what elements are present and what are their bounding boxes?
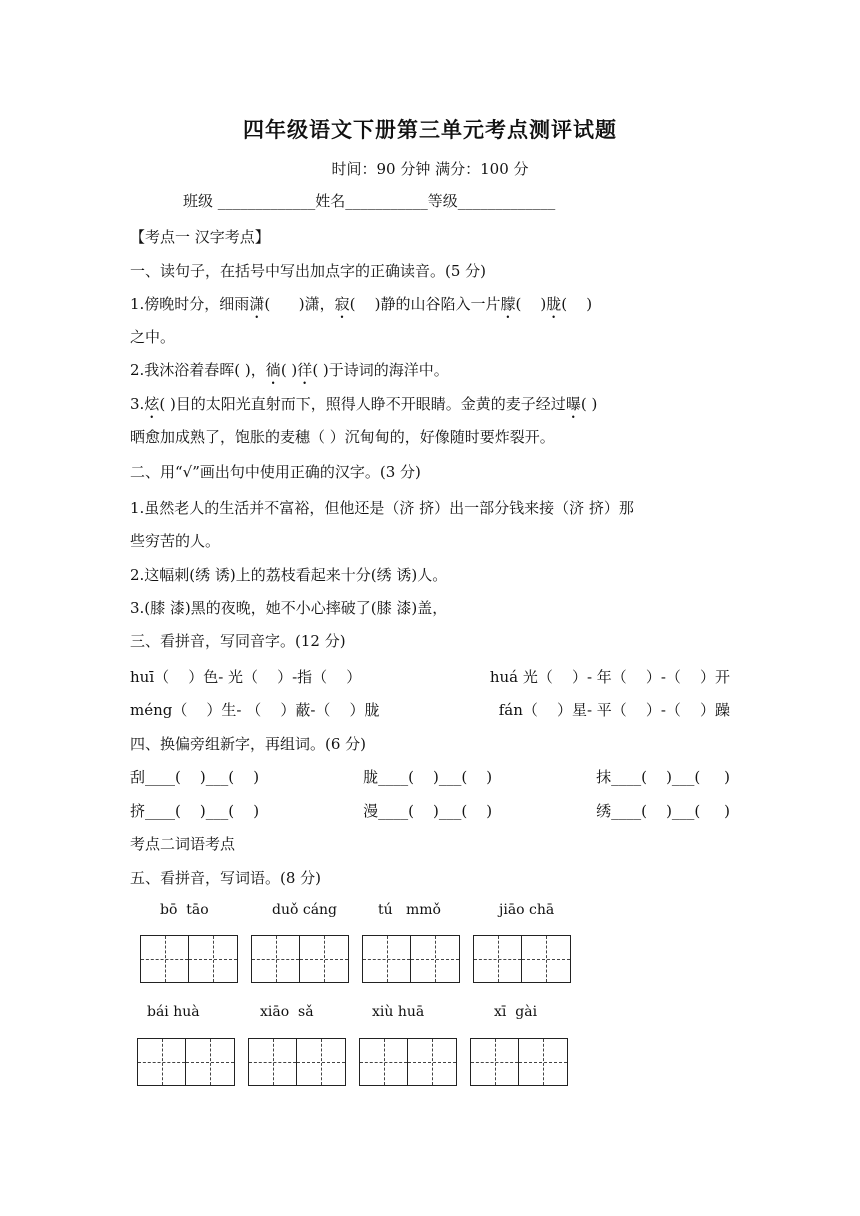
question-3-row-2 bbox=[130, 699, 730, 720]
question-3-row-1 bbox=[130, 666, 730, 687]
question-4-row-1 bbox=[130, 766, 730, 787]
question-4-group: 绣____( )___( ) bbox=[596, 802, 730, 820]
question-4-group: 抹____( )___( ) bbox=[596, 768, 730, 786]
section-heading-2: 考点二词语考点 bbox=[130, 835, 236, 853]
question-4-group: 刮____( )___( ) bbox=[130, 768, 260, 786]
section-heading-1: 【考点一 汉字考点】 bbox=[130, 228, 270, 246]
question-3-heading: 三、看拼音，写同音字。(12 分) bbox=[130, 632, 346, 650]
question-2-item-1-cont: 些穷苦的人。 bbox=[130, 532, 221, 550]
writing-cell[interactable] bbox=[411, 935, 460, 983]
writing-cell[interactable] bbox=[137, 1038, 186, 1086]
writing-cell[interactable] bbox=[251, 935, 300, 983]
writing-cell[interactable] bbox=[362, 935, 411, 983]
question-2-item-2: 2.这幅刺(绣 诱)上的荔枝看起来十分(绣 诱)人。 bbox=[130, 566, 448, 584]
pinyin-label: xī gài bbox=[494, 1004, 538, 1020]
pinyin-label: tú mmǒ bbox=[378, 902, 441, 918]
writing-cell[interactable] bbox=[248, 1038, 297, 1086]
question-4-group: 漫____( )___( ) bbox=[363, 802, 493, 820]
pinyin-label: xiù huā bbox=[372, 1004, 425, 1020]
pinyin-label: bái huà bbox=[147, 1004, 200, 1020]
writing-cell[interactable] bbox=[359, 1038, 408, 1086]
question-4-group: 挤____( )___( ) bbox=[130, 802, 260, 820]
writing-grid[interactable] bbox=[137, 1038, 235, 1086]
question-4-heading: 四、换偏旁组新字，再组词。(6 分) bbox=[130, 735, 367, 753]
question-3-group: huī（ ）色- 光（ ）-指（ ） bbox=[130, 668, 362, 686]
pinyin-label: jiāo chā bbox=[499, 902, 555, 918]
question-3-group: méng（ ）生- （ ）蔽-（ ）胧 bbox=[130, 701, 380, 719]
writing-cell[interactable] bbox=[300, 935, 349, 983]
pinyin-label: xiāo sǎ bbox=[260, 1004, 314, 1020]
writing-cell[interactable] bbox=[522, 935, 571, 983]
writing-grid[interactable] bbox=[362, 935, 460, 983]
question-1-item-3-cont: 晒愈加成熟了，饱胀的麦穗（ ）沉甸甸的，好像随时要炸裂开。 bbox=[130, 428, 555, 446]
question-3-group: fán（ ）星- 平（ ）-（ ）躁 bbox=[498, 701, 730, 719]
exam-meta: 时间：90 分钟 满分：100 分 bbox=[331, 160, 529, 178]
writing-cell[interactable] bbox=[470, 1038, 519, 1086]
writing-grid[interactable] bbox=[359, 1038, 457, 1086]
question-2-item-1: 1.虽然老人的生活并不富裕，但他还是（济 挤）出一部分钱来接（济 挤）那 bbox=[130, 499, 634, 517]
question-1-item-3: 3.炫( )目的太阳光直射而下，照得人睁不开眼睛。金黄的麦子经过曝( ) bbox=[130, 395, 598, 413]
writing-grid[interactable] bbox=[140, 935, 238, 983]
writing-cell[interactable] bbox=[519, 1038, 568, 1086]
writing-cell[interactable] bbox=[297, 1038, 346, 1086]
question-1-item-2: 2.我沐浴着春晖( )，徜( )徉( )于诗词的海洋中。 bbox=[130, 361, 449, 379]
question-5-heading: 五、看拼音，写词语。(8 分) bbox=[130, 869, 322, 887]
question-3-group: huá 光（ ）- 年（ ）-（ ）开 bbox=[489, 668, 730, 686]
question-2-heading: 二、用“√”画出句中使用正确的汉字。(3 分) bbox=[130, 463, 421, 481]
question-text: 1.傍晚时分，细雨潇( )潇，寂( )静的山谷陷入一片朦( )胧( ) bbox=[130, 295, 593, 313]
student-info-line: 班级 _____________姓名___________等级_____________ bbox=[183, 192, 556, 210]
writing-grid[interactable] bbox=[251, 935, 349, 983]
writing-grid[interactable] bbox=[248, 1038, 346, 1086]
question-1-item-1 bbox=[130, 293, 730, 322]
question-4-group: 胧____( )___( ) bbox=[363, 768, 493, 786]
question-1-heading: 一、读句子，在括号中写出加点字的正确读音。(5 分) bbox=[130, 262, 487, 280]
writing-grid[interactable] bbox=[470, 1038, 568, 1086]
pinyin-label: bō tāo bbox=[160, 902, 209, 918]
writing-cell[interactable] bbox=[408, 1038, 457, 1086]
question-1-item-1-cont: 之中。 bbox=[130, 328, 176, 346]
question-4-row-2 bbox=[130, 800, 730, 821]
question-2-item-3: 3.(膝 漆)黑的夜晚，她不小心摔破了(膝 漆)盖， bbox=[130, 599, 448, 617]
writing-cell[interactable] bbox=[186, 1038, 235, 1086]
writing-cell[interactable] bbox=[473, 935, 522, 983]
writing-cell[interactable] bbox=[140, 935, 189, 983]
writing-cell[interactable] bbox=[189, 935, 238, 983]
page-title: 四年级语文下册第三单元考点测评试题 bbox=[243, 117, 617, 142]
writing-grid[interactable] bbox=[473, 935, 571, 983]
pinyin-label: duǒ cáng bbox=[272, 902, 338, 918]
